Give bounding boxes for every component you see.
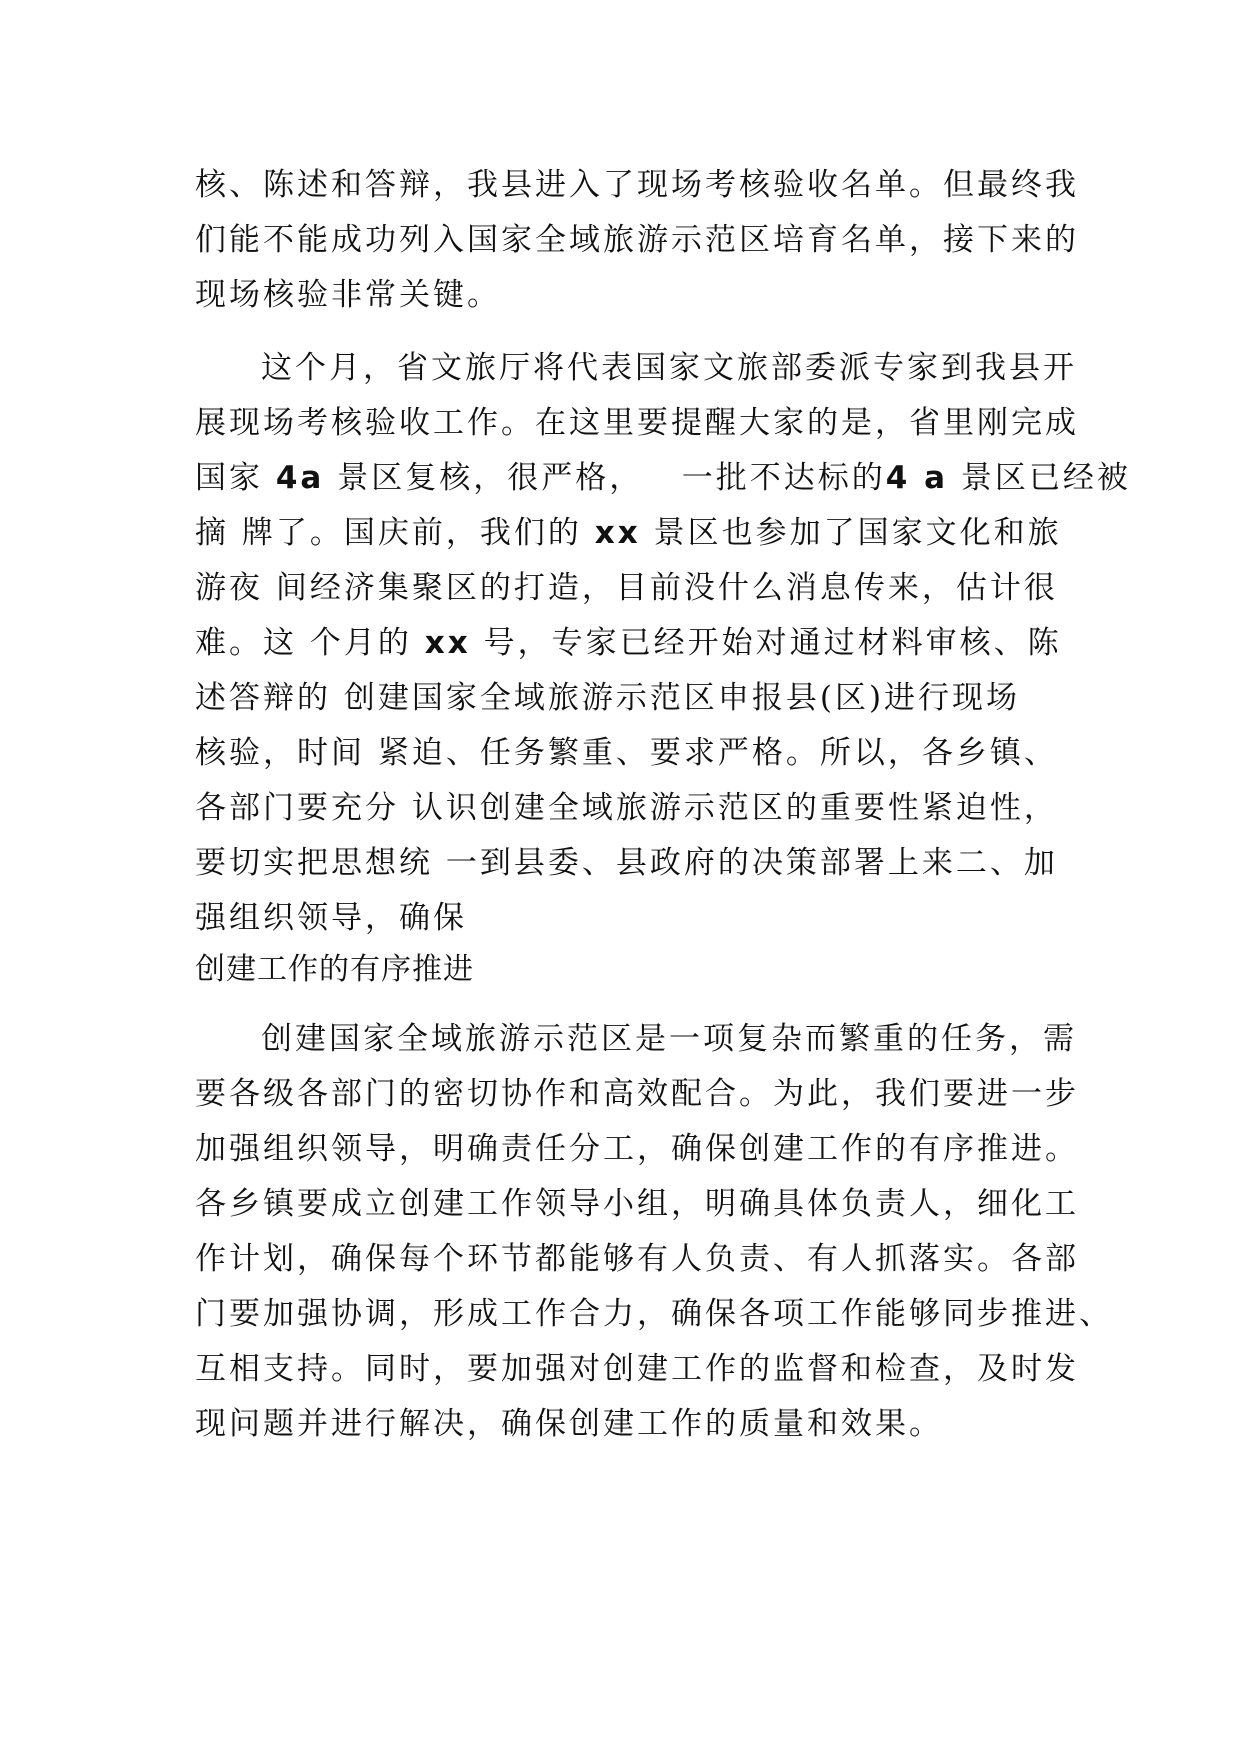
- text-line: 作计划，确保每个环节都能够有人负责、有人抓落实。各部: [195, 1241, 1079, 1277]
- bold-text-run: 4a: [275, 460, 325, 496]
- paragraph-3: [195, 1012, 1113, 1452]
- text-line: 要各级各部门的密切协作和高效配合。为此，我们要进一步: [195, 1076, 1079, 1112]
- bold-text-run: xx: [594, 515, 641, 551]
- bold-text-run: 4 a: [885, 460, 949, 496]
- text-line: 核、陈述和答辩，我县进入了现场考核验收名单。但最终我: [195, 167, 1079, 203]
- text-run: 景区已经被: [948, 460, 1131, 496]
- text-line: [195, 506, 1062, 561]
- document-body: [195, 158, 1131, 1452]
- text-line: 核验，时间 紧迫、任务繁重、要求严格。所以，各乡镇、: [195, 735, 1058, 771]
- text-line: 门要加强协调，形成工作合力，确保各项工作能够同步推进、: [195, 1296, 1113, 1332]
- bold-text-run: xx: [424, 625, 471, 661]
- section-heading-fragment: 创建工作的有序推进: [195, 952, 474, 987]
- text-line: 要切实把思想统 一到县委、县政府的决策部署上来二、加: [195, 845, 1058, 881]
- text-line: 强组织领导，确保: [195, 900, 467, 936]
- text-line: 各乡镇要成立创建工作领导小组，明确具体负责人，细化工: [195, 1186, 1079, 1222]
- text-run: 难。这 个月的: [195, 625, 425, 661]
- text-line: 述答辩的 创建国家全域旅游示范区申报县(区)进行现场: [195, 680, 1021, 716]
- text-run: 景区也参加了国家文化和旅: [640, 515, 1062, 551]
- paragraph-1: [195, 158, 1079, 323]
- text-line: 游夜 间经济集聚区的打造，目前没什么消息传来，估计很: [195, 570, 1058, 606]
- text-line: 加强组织领导，明确责任分工，确保创建工作的有序推进。: [195, 1131, 1079, 1167]
- text-run: 国家: [195, 460, 276, 496]
- text-line: [195, 616, 1062, 671]
- text-line: 现问题并进行解决，确保创建工作的质量和效果。: [195, 1406, 943, 1442]
- text-line: 展现场考核验收工作。在这里要提醒大家的是，省里刚完成: [195, 405, 1079, 441]
- text-run: 景区复核，很严格， 一批不达标的: [324, 460, 886, 496]
- text-line: 们能不能成功列入国家全域旅游示范区培育名单，接下来的: [195, 222, 1079, 258]
- text-line: 互相支持。同时，要加强对创建工作的监督和检查，及时发: [195, 1351, 1079, 1387]
- text-line: 这个月，省文旅厅将代表国家文旅部委派专家到我县开: [261, 350, 1077, 386]
- text-run: 摘 牌了。国庆前，我们的: [195, 515, 595, 551]
- text-line: 现场核验非常关键。: [195, 277, 501, 313]
- paragraph-2: [195, 341, 1131, 946]
- text-run: 号，专家已经开始对通过材料审核、陈: [470, 625, 1062, 661]
- text-line: 各部门要充分 认识创建全域旅游示范区的重要性紧迫性，: [195, 790, 1058, 826]
- text-line: 创建国家全域旅游示范区是一项复杂而繁重的任务，需: [261, 1021, 1077, 1057]
- text-line: [195, 451, 1131, 506]
